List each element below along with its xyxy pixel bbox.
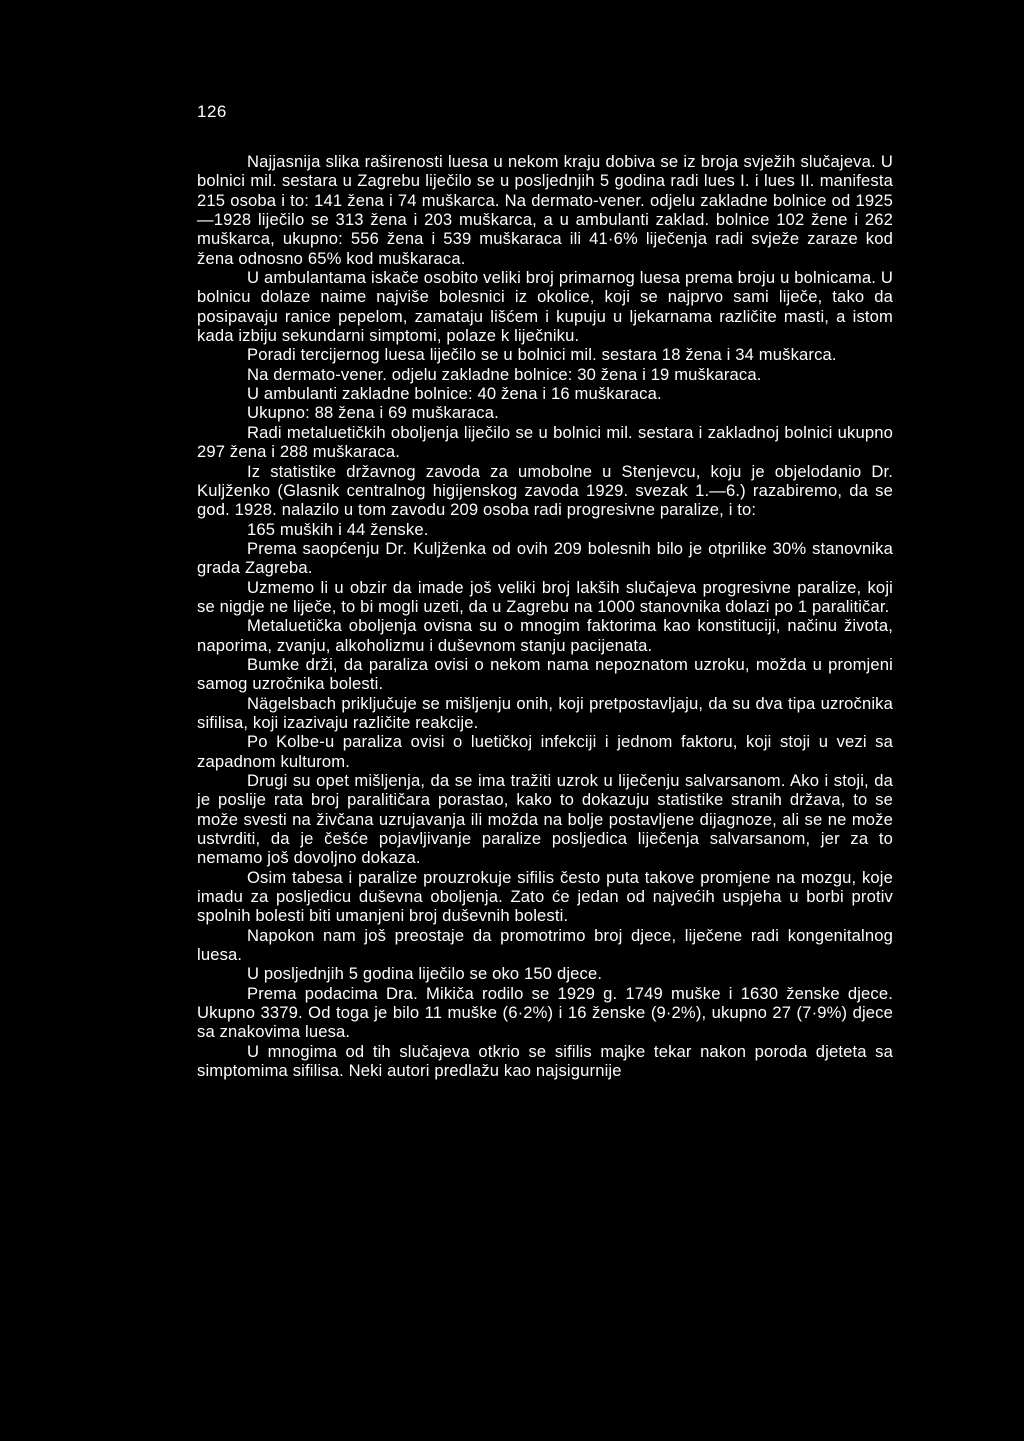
paragraph-14: Nägelsbach priključuje se mišljenju onih, koji pretpostavljaju, da su dva tipa uzročnika sifilisa, koji izazivaju različite reakcije.: [197, 693, 893, 732]
paragraph-6: Ukupno: 88 žena i 69 muškaraca.: [247, 403, 499, 423]
paragraph-20: Prema podacima Dra. Mikiča rodilo se 1929 g. 1749 muške i 1630 ženske djece. Ukupno 3379. Od toga je bilo 11 muške (6·2%) i 16 ženske (9·2%), ukupno 27 (7·9%) djece sa znakovima luesa.: [197, 983, 893, 1042]
paragraph-13: Bumke drži, da paraliza ovisi o nekom nama nepoznatom uzroku, možda u promjeni samog uzročnika bolesti.: [197, 654, 893, 694]
paragraph-17: Osim tabesa i paralize prouzrokuje sifilis često puta takove promjene na mozgu, koje imadu za posljedicu duševna oboljenja. Zato će jedan od najvećih uspjeha u borbi protiv spolnih bolesti biti umanjeni broj duševnih bolesti.: [197, 867, 893, 926]
paragraph-4: Na dermato-vener. odjelu zakladne bolnice: 30 žena i 19 muškaraca.: [247, 364, 762, 384]
paragraph-21: U mnogima od tih slučajeva otkrio se sifilis majke tekar nakon poroda djeteta sa simptomima sifilisa. Neki autori predlažu kao najsigurnije: [197, 1041, 893, 1081]
page-number: 126: [197, 102, 227, 121]
paragraph-16: Drugi su opet mišljenja, da se ima tražiti uzrok u liječenju salvarsanom. Ako i stoji, da je poslije rata broj paralitičara porastao, kako to dokazuju statistike stranih država, to se može svesti na živčana uzrujavanja ili možda na bolje postavljene dijagnoze, ali se ne može ustvrditi, da je češće pojavljivanje paralize posljedica liječenja salvarsanom, jer za to nemamo još dovoljno dokaza.: [197, 771, 893, 868]
body-text: [197, 152, 893, 1081]
paragraph-3: Poradi tercijernog luesa liječilo se u bolnici mil. sestara 18 žena i 34 muškarca.: [247, 345, 837, 365]
paragraph-8: Iz statistike državnog zavoda za umobolne u Stenjevcu, koju je objelodanio Dr. Kuljženko (Glasnik centralnog higijenskog zavoda 1929. svezak 1.—6.) razabiremo, da se god. 1928. nalazilo u tom zavodu 209 osoba radi progresivne paralize, i to:: [197, 461, 893, 520]
paragraph-2: U ambulantama iskače osobito veliki broj primarnog luesa prema broju u bolnicama. U bolnicu dolaze naime najviše bolesnici iz okolice, koji se najprvo sami liječe, tako da posipavaju ranice pepelom, zamataju lišćem i kupuju u ljekarnama različite masti, a istom kada izbiju sekundarni simptomi, polaze k liječniku.: [197, 268, 893, 346]
paragraph-7: Radi metaluetičkih oboljenja liječilo se u bolnici mil. sestara i zakladnoj bolnici ukupno 297 žena i 288 muškaraca.: [197, 422, 893, 462]
paragraph-10: Prema saopćenju Dr. Kuljženka od ovih 209 bolesnih bilo je otprilike 30% stanovnika grada Zagreba.: [197, 538, 893, 578]
paragraph-12: Metaluetička oboljenja ovisna su o mnogim faktorima kao konstituciji, načinu života, naporima, zvanju, alkoholizmu i duševnom stanju pacijenata.: [197, 616, 893, 655]
paragraph-15: Po Kolbe-u paraliza ovisi o luetičkoj infekciji i jednom faktoru, koji stoji u vezi sa zapadnom kulturom.: [197, 732, 893, 771]
paragraph-9: 165 muških i 44 ženske.: [247, 519, 429, 539]
paragraph-5: U ambulanti zakladne bolnice: 40 žena i 16 muškaraca.: [247, 384, 662, 404]
paragraph-18: Napokon nam još preostaje da promotrimo broj djece, liječene radi kongenitalnog luesa.: [197, 925, 893, 965]
paragraph-19: U posljednjih 5 godina liječilo se oko 150 djece.: [247, 964, 603, 984]
paragraph-1: Najjasnija slika raširenosti luesa u nekom kraju dobiva se iz broja svježih slučajeva. U bolnici mil. sestara u Zagrebu liječilo se u posljednjih 5 godina radi lues I. i lues II. manifesta 215 osoba i to: 141 žena i 74 muškarca. Na dermato-vener. odjelu zakladne bolnice od 1925—1928 liječilo se 313 žena i 203 muškarca, a u ambulanti zaklad. bolnice 102 žene i 262 muškarca, ukupno: 556 žena i 539 muškaraca ili 41·6% liječenja radi svježe zaraze kod žena odnosno 65% kod muškaraca.: [197, 152, 893, 268]
paragraph-11: Uzmemo li u obzir da imade još veliki broj lakših slučajeva progresivne paralize, koji se nigdje ne liječe, to bi mogli uzeti, da u Zagrebu na 1000 stanovnika dolazi po 1 paralitičar.: [197, 577, 893, 616]
